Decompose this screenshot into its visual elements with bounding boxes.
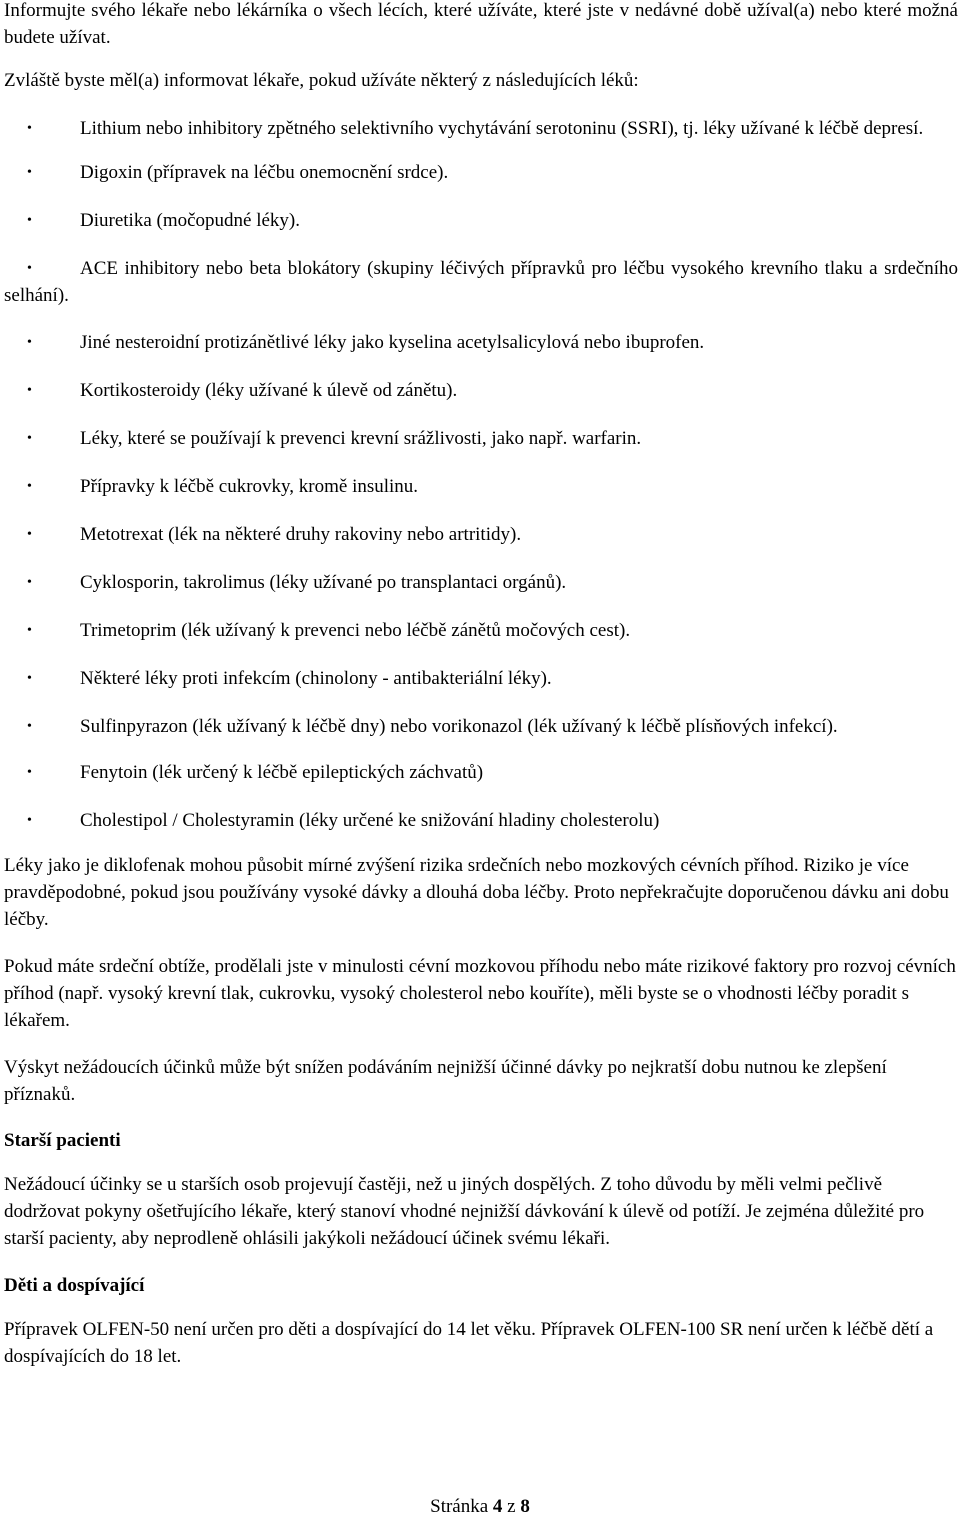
list-item — [4, 665, 958, 692]
page-label: Stránka — [430, 1496, 489, 1517]
list-item — [4, 255, 958, 309]
document-page — [4, 0, 958, 1370]
interacting-drugs-list — [4, 115, 958, 834]
bullet-icon: • — [27, 261, 32, 276]
list-item-text: Fenytoin (lék určený k léčbě epileptických záchvatů) — [80, 762, 484, 783]
bullet-icon: • — [27, 719, 32, 734]
list-item — [4, 115, 958, 142]
list-item-text: Metotrexat (lék na některé druhy rakoviny nebo artritidy). — [80, 524, 522, 545]
bullet-icon: • — [27, 479, 32, 494]
children-heading: Děti a dospívající — [4, 1275, 145, 1296]
page-total-number: 8 — [520, 1496, 530, 1517]
page-footer — [0, 1493, 960, 1520]
bullet-icon: • — [27, 165, 32, 180]
intro-paragraph: Informujte svého lékaře nebo lékárníka o všech lécích, které užíváte, které jste v nedávné době užíval(a) nebo které možná budete užívat. — [4, 0, 958, 48]
list-item-text: ACE inhibitory nebo beta blokátory (skupiny léčivých přípravků pro léčbu vysokého krevního tlaku a srdečního selhání). — [4, 258, 958, 306]
list-item-text: Trimetoprim (lék užívaný k prevenci nebo léčbě zánětů močových cest). — [80, 620, 631, 641]
list-item — [4, 759, 958, 786]
list-item — [4, 521, 958, 548]
list-item-text: Digoxin (přípravek na léčbu onemocnění srdce). — [80, 162, 449, 183]
side-effects-paragraph: Výskyt nežádoucích účinků může být snížen podáváním nejnižší účinné dávky po nejkratší dobu nutnou ke zlepšení příznaků. — [4, 1057, 887, 1105]
list-item — [4, 807, 958, 834]
list-item — [4, 713, 958, 740]
bullet-icon: • — [27, 213, 32, 228]
list-item — [4, 617, 958, 644]
heart-risk-paragraph: Pokud máte srdeční obtíže, prodělali jste v minulosti cévní mozkovou příhodu nebo máte rizikové faktory pro rozvoj cévních příhod (např. vysoký krevní tlak, cukrovku, vysoký cholesterol nebo kouříte), měli byste se o vhodnosti léčby poradit s lékařem. — [4, 956, 956, 1031]
list-item — [4, 473, 958, 500]
intro-lead-in: Zvláště byste měl(a) informovat lékaře, pokud užíváte některý z následujících léků: — [4, 70, 639, 91]
list-item-text: Některé léky proti infekcím (chinolony - antibakteriální léky). — [80, 668, 552, 689]
page-current-number: 4 — [492, 1496, 503, 1517]
elderly-paragraph: Nežádoucí účinky se u starších osob projevují častěji, než u jiných dospělých. Z toho důvodu by měli velmi pečlivě dodržovat pokyny ošetřujícího lékaře, který stanoví vhodné nejnižší dávkování k úlevě od potíží. Je zejména důležité pro starší pacienty, aby neprodleně ohlásili jakýkoli nežádoucí účinek svému lékaři. — [4, 1174, 925, 1249]
list-item-text: Jiné nesteroidní protizánětlivé léky jako kyselina acetylsalicylová nebo ibuprofen. — [80, 332, 705, 353]
list-item-text: Kortikosteroidy (léky užívané k úlevě od zánětu). — [80, 380, 458, 401]
bullet-icon: • — [27, 623, 32, 638]
bullet-icon: • — [27, 671, 32, 686]
list-item — [4, 207, 958, 234]
bullet-icon: • — [27, 813, 32, 828]
list-item-text: Sulfinpyrazon (lék užívaný k léčbě dny) nebo vorikonazol (lék užívaný k léčbě plísňových infekcí). — [80, 716, 838, 737]
list-item-text: Léky, které se používají k prevenci krevní srážlivosti, jako např. warfarin. — [80, 428, 642, 449]
page-separator: z — [507, 1496, 516, 1517]
bullet-icon: • — [27, 765, 32, 780]
list-item-text: Diuretika (močopudné léky). — [80, 210, 301, 231]
list-item — [4, 377, 958, 404]
bullet-icon: • — [27, 121, 32, 136]
elderly-heading: Starší pacienti — [4, 1130, 121, 1151]
bullet-icon: • — [27, 335, 32, 350]
bullet-icon: • — [27, 527, 32, 542]
list-item — [4, 569, 958, 596]
children-paragraph: Přípravek OLFEN-50 není určen pro děti a dospívající do 14 let věku. Přípravek OLFEN-100 SR není určen k léčbě dětí a dospívajících do 18 let. — [4, 1319, 934, 1367]
list-item-text: Lithium nebo inhibitory zpětného selektivního vychytávání serotoninu (SSRI), tj. léky užívané k léčbě depresí. — [80, 118, 924, 139]
list-item-text: Cyklosporin, takrolimus (léky užívané po transplantaci orgánů). — [80, 572, 567, 593]
bullet-icon: • — [27, 383, 32, 398]
list-item-text: Cholestipol / Cholestyramin (léky určené ke snižování hladiny cholesterolu) — [80, 810, 660, 831]
bullet-icon: • — [27, 575, 32, 590]
list-item — [4, 329, 958, 356]
list-item — [4, 159, 958, 186]
list-item — [4, 425, 958, 452]
diclofenac-risk-paragraph: Léky jako je diklofenak mohou působit mírné zvýšení rizika srdečních nebo mozkových cévních příhod. Riziko je více pravděpodobné, pokud jsou používány vysoké dávky a dlouhá doba léčby. Proto nepřekračujte doporučenou dávku ani dobu léčby. — [4, 855, 949, 930]
list-item-text: Přípravky k léčbě cukrovky, kromě insulinu. — [80, 476, 419, 497]
bullet-icon: • — [27, 431, 32, 446]
